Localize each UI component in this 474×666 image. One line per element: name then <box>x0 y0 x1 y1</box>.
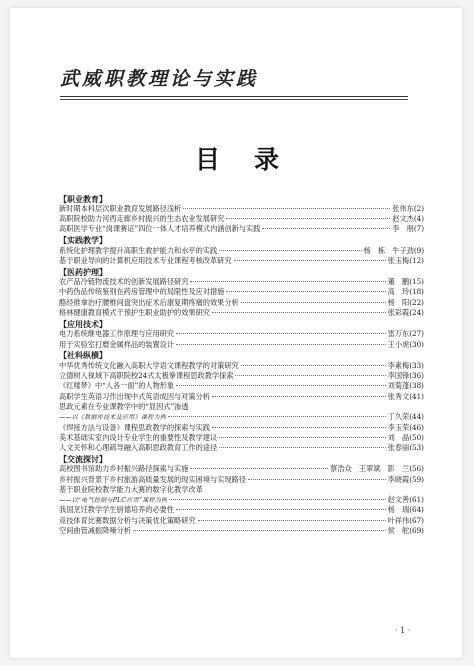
dot-leader <box>190 468 328 469</box>
toc-entry[interactable] <box>59 246 424 256</box>
toc-entry-title: 系统化护理教学提升高职生救护能力和水平的实践 <box>59 245 218 255</box>
toc-entry-title[interactable]: 思政元素在专业课教学中的“显因式”渗透 <box>59 401 189 411</box>
toc-entry-author-page: 杨 瑞(64) <box>387 505 424 515</box>
toc-entry[interactable] <box>59 287 424 297</box>
toc-entry-title: ——以《数据库技术及应用》课程为例 <box>59 414 167 422</box>
toc-entry-author-page: 张春丽(53) <box>387 443 424 453</box>
toc-entry-title: 高职院校助力河西走廊乡村振兴的生态农业发展研究 <box>59 214 225 224</box>
dot-leader <box>241 302 386 303</box>
toc-entry[interactable] <box>59 329 424 339</box>
toc-entry[interactable] <box>59 526 424 536</box>
toc-entry-author-page: 李 朋(7) <box>392 224 424 234</box>
toc-entry-author-page: 刘菊蓬(38) <box>387 381 424 391</box>
dot-leader <box>212 312 386 313</box>
dot-leader <box>248 479 386 480</box>
toc-entry[interactable] <box>59 464 424 474</box>
toc-entry-author-page: 张彩霞(24) <box>387 308 424 318</box>
toc-entry-title: 人文关怀和心理疏导融入高职思政教育工作的途径 <box>59 443 218 453</box>
dot-leader <box>262 228 390 229</box>
dot-leader <box>226 218 390 219</box>
toc-entry-title: ——以“电气控制与PLC应用”课程为例 <box>59 497 168 505</box>
toc-entry-title: 空间曲管减振降噪分析 <box>59 526 131 536</box>
dot-leader <box>234 260 386 261</box>
dot-leader <box>219 447 386 448</box>
dot-leader <box>212 396 386 397</box>
toc-entry-author-page: 张秀文(41) <box>387 391 424 401</box>
dot-leader <box>168 416 386 417</box>
page-number: · 1 · <box>395 626 411 635</box>
toc-entry[interactable] <box>59 495 424 505</box>
dot-leader <box>241 365 386 366</box>
dot-leader <box>176 333 386 334</box>
toc-entry-author-page: 李晓霞(59) <box>387 474 424 484</box>
toc-entry[interactable] <box>59 443 424 453</box>
toc-section-heading: 【实践教学】 <box>59 235 107 246</box>
toc-entry[interactable] <box>59 256 424 266</box>
toc-entry-author-page: 叶祥伟(67) <box>387 515 424 525</box>
toc-entry-title: 高职医学专业“岗课赛证”四位一体人才培养模式内涵创新与实践 <box>59 224 261 234</box>
toc-section-heading: 【职业教育】 <box>59 193 107 204</box>
toc-entry[interactable] <box>59 381 424 391</box>
toc-entry-author-page: 李国锋(36) <box>387 371 424 381</box>
dot-leader <box>212 427 386 428</box>
dot-leader <box>226 291 385 292</box>
toc-entry[interactable] <box>59 412 424 422</box>
toc-section-heading: 【社科纵横】 <box>59 350 107 361</box>
toc-entry[interactable] <box>59 423 424 433</box>
toc-entry[interactable] <box>59 371 424 381</box>
toc-entry-author-page: 杨 栋 牛子劲(9) <box>363 245 424 255</box>
toc-entry[interactable] <box>59 214 424 224</box>
toc-entry[interactable] <box>59 433 424 443</box>
toc-entry-title: 美术基础实室内设计专业学生的重要性及教学建议 <box>59 432 218 442</box>
toc-entry[interactable] <box>59 516 424 526</box>
toc-entry-title: 《焊接方法与设备》课程思政教学的探索与实践 <box>59 422 210 432</box>
toc-entry[interactable] <box>59 277 424 287</box>
toc-entry[interactable] <box>59 298 424 308</box>
toc-entry-author-page: 蔡浩众 王翠斌 影 兰(56) <box>330 464 424 474</box>
dot-leader <box>198 520 386 521</box>
toc-entry-title: 高校图书馆助力乡村振兴路径探索与实施 <box>59 464 189 474</box>
dot-leader <box>176 385 386 386</box>
dot-leader <box>183 208 390 209</box>
dot-leader <box>133 530 386 531</box>
toc-entry-author-page: 董 鹏(15) <box>387 277 424 287</box>
toc-entry-title: 新时期本科层次职业教育发展路径浅析 <box>59 203 182 213</box>
toc-entry-author-page: 李玉荣(46) <box>387 422 424 432</box>
toc-entry-title: 用于实验室打磨金属样品的装置设计 <box>59 339 175 349</box>
table-of-contents <box>59 193 424 536</box>
toc-entry-author-page: 刘 晶(50) <box>387 432 424 442</box>
toc-entry-author-page: 王小虎(30) <box>387 339 424 349</box>
toc-entry-author-page: 杨 阳(22) <box>387 297 424 307</box>
toc-entry[interactable] <box>59 204 424 214</box>
toc-entry-title: 基于职业导向的计算机应用技术专业课程考核改革研究 <box>59 255 232 265</box>
toc-entry-author-page: 雷万东(27) <box>387 329 424 339</box>
toc-entry[interactable] <box>59 224 424 234</box>
toc-entry-title: 我国烹饪教学学生厨德培养的必要性 <box>59 505 175 515</box>
toc-entry-title: 中药伪品传统鉴别在药房管理中的局限性及应对措施 <box>59 287 225 297</box>
dot-leader <box>176 509 386 510</box>
toc-section-heading: 【医药护理】 <box>59 266 107 277</box>
dot-leader <box>169 499 385 500</box>
toc-entry-title: 《红楼梦》中“人各一面”的人物形象 <box>59 381 175 391</box>
toc-entry-title: 格林健康教育模式干预护生职业助护的效果研究 <box>59 308 210 318</box>
toc-entry-title: 中华优秀传统文化融入高职大学语文课程教学的对策研究 <box>59 360 239 370</box>
toc-entry[interactable] <box>59 361 424 371</box>
toc-entry-author-page: 高 玲(18) <box>387 287 424 297</box>
dot-leader <box>176 344 386 345</box>
toc-entry-title: 高职学生英语习作出现中式英语成因与对策分析 <box>59 391 210 401</box>
toc-entry-author-page: 张伟东(2) <box>392 203 424 213</box>
toc-entry-author-page: 侯 舵(69) <box>387 526 424 536</box>
toc-entry-title: 乡村振兴背景下乡村旅游高质量发展的现实困境与实现路径 <box>59 474 246 484</box>
toc-entry-title: 电力系统继电器工作原理与应用研究 <box>59 329 175 339</box>
toc-entry[interactable] <box>59 340 424 350</box>
toc-heading: 目录 <box>194 145 313 174</box>
toc-entry-author-page: 张玉梅(12) <box>387 255 424 265</box>
toc-entry-author-page: 丁久荣(44) <box>387 412 424 422</box>
toc-section-heading: 【交流探讨】 <box>59 453 107 464</box>
toc-entry-title: 竞技体育比赛数据分析与决策优化策略研究 <box>59 515 196 525</box>
toc-entry-title: 立德树人视域下高职院校24式太极拳课程思政教学探索 <box>59 371 234 381</box>
header-rule <box>60 96 408 97</box>
dot-leader <box>235 375 385 376</box>
header-rule-thin <box>60 99 408 100</box>
toc-entry[interactable] <box>59 505 424 515</box>
dot-leader <box>190 281 385 282</box>
toc-entry-author-page: 赵文杰(4) <box>392 214 424 224</box>
dot-leader <box>219 250 361 251</box>
toc-section-heading: 【应用技术】 <box>59 318 107 329</box>
toc-entry-title: 酪经推拿治疗腰椎间盘突出症术后康复期疼痛的效果分析 <box>59 297 239 307</box>
toc-entry[interactable] <box>59 308 424 318</box>
toc-entry-author-page: 赵文善(61) <box>387 495 424 505</box>
toc-entry-author-page: 李素梅(33) <box>387 360 424 370</box>
toc-entry[interactable] <box>59 475 424 485</box>
toc-entry-title: 农产品冷链物流技术的创新发展路径研究 <box>59 277 189 287</box>
toc-entry-title[interactable]: 基于职业院校教学能力大赛的数字化教学改革 <box>59 484 203 494</box>
journal-title: 武威职教理论与实践 <box>60 68 259 90</box>
toc-entry[interactable] <box>59 392 424 402</box>
dot-leader <box>219 437 386 438</box>
